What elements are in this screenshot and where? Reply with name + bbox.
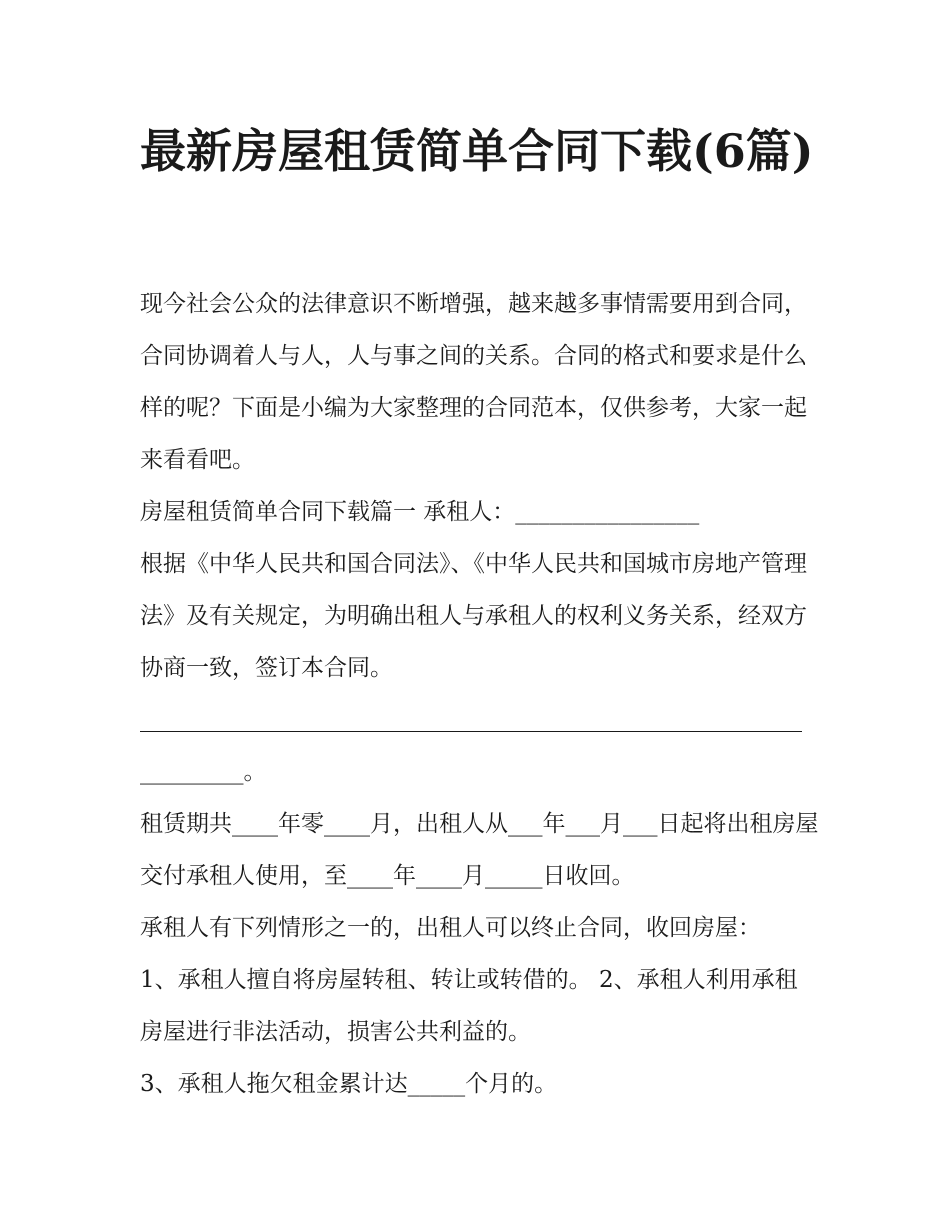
termination-clause-1-2: 1、承租人擅自将房屋转租、转让或转借的。 2、承租人利用承租房屋进行非法活动，损害公共利益的。 <box>140 967 798 1045</box>
blank-line-rule <box>140 694 802 746</box>
lease-term-paragraph: 租赁期共____年零____月，出租人从___年___月___日起将出租房屋交付承租人使用，至____年____月_____日收回。 <box>140 811 819 889</box>
blank-line-end: _________。 <box>140 759 267 785</box>
termination-clause-3: 3、承租人拖欠租金累计达_____个月的。 <box>140 1071 558 1097</box>
intro-paragraph: 现今社会公众的法律意识不断增强，越来越多事情需要用到合同，合同协调着人与人，人与事之间的关系。合同的格式和要求是什么样的呢？下面是小编为大家整理的合同范本，仅供参考，大家一起来看看吧。 <box>140 291 807 473</box>
termination-intro: 承租人有下列情形之一的，出租人可以终止合同，收回房屋： <box>140 915 761 941</box>
document-title: 最新房屋租赁简单合同下载(6篇) <box>140 124 814 178</box>
document-body <box>140 278 820 1110</box>
section-heading-tenant: 房屋租赁简单合同下载篇一 承租人：________________ <box>140 499 700 525</box>
legal-basis-paragraph: 根据《中华人民共和国合同法》、《中华人民共和国城市房地产管理法》及有关规定，为明确出租人与承租人的权利义务关系，经双方协商一致，签订本合同。 <box>140 551 807 681</box>
